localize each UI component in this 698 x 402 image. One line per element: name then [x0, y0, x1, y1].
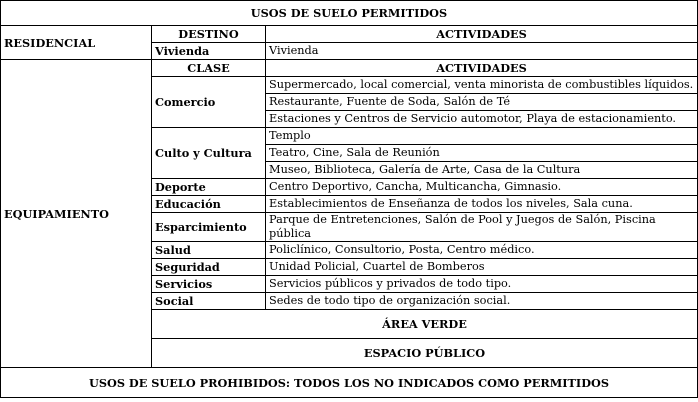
actividad-row: Sedes de todo tipo de organización social. [266, 293, 698, 310]
actividad-row: Servicios públicos y privados de todo tipo. [266, 276, 698, 293]
clase-social: Social [152, 293, 266, 310]
clase-salud: Salud [152, 242, 266, 259]
clase-seguridad: Seguridad [152, 259, 266, 276]
clase-culto-y-cultura: Culto y Cultura [152, 128, 266, 179]
clase-comercio: Comercio [152, 77, 266, 128]
actividad-row: Supermercado, local comercial, venta minorista de combustibles líquidos. [266, 77, 698, 94]
residencial-actividades-header: ACTIVIDADES [266, 26, 698, 43]
actividad-row: Teatro, Cine, Sala de Reunión [266, 145, 698, 162]
destino-header: DESTINO [152, 26, 266, 43]
clase-servicios: Servicios [152, 276, 266, 293]
equipamiento-label: EQUIPAMIENTO [1, 60, 152, 368]
clase-deporte: Deporte [152, 179, 266, 196]
clase-esparcimiento: Esparcimiento [152, 213, 266, 242]
clase-header: CLASE [152, 60, 266, 77]
actividad-row: Templo [266, 128, 698, 145]
espacio-publico-row: ESPACIO PÚBLICO [152, 339, 698, 368]
area-verde-row: ÁREA VERDE [152, 310, 698, 339]
equipamiento-actividades-header: ACTIVIDADES [266, 60, 698, 77]
table-title: USOS DE SUELO PERMITIDOS [1, 1, 698, 26]
actividad-row: Centro Deportivo, Cancha, Multicancha, Gimnasio. [266, 179, 698, 196]
actividad-row: Restaurante, Fuente de Soda, Salón de Té [266, 94, 698, 111]
actividad-vivienda: Vivienda [266, 43, 698, 60]
destino-vivienda: Vivienda [152, 43, 266, 60]
residencial-label: RESIDENCIAL [1, 26, 152, 60]
actividad-row: Estaciones y Centros de Servicio automotor, Playa de estacionamiento. [266, 111, 698, 128]
actividad-row: Policlínico, Consultorio, Posta, Centro médico. [266, 242, 698, 259]
clase-educacion: Educación [152, 196, 266, 213]
actividad-row: Parque de Entretenciones, Salón de Pool y Juegos de Salón, Piscina pública [266, 213, 698, 242]
prohibidos-row: USOS DE SUELO PROHIBIDOS: TODOS LOS NO INDICADOS COMO PERMITIDOS [1, 368, 698, 398]
actividad-row: Establecimientos de Enseñanza de todos los niveles, Sala cuna. [266, 196, 698, 213]
actividad-row: Unidad Policial, Cuartel de Bomberos [266, 259, 698, 276]
actividad-row: Museo, Biblioteca, Galería de Arte, Casa de la Cultura [266, 162, 698, 179]
